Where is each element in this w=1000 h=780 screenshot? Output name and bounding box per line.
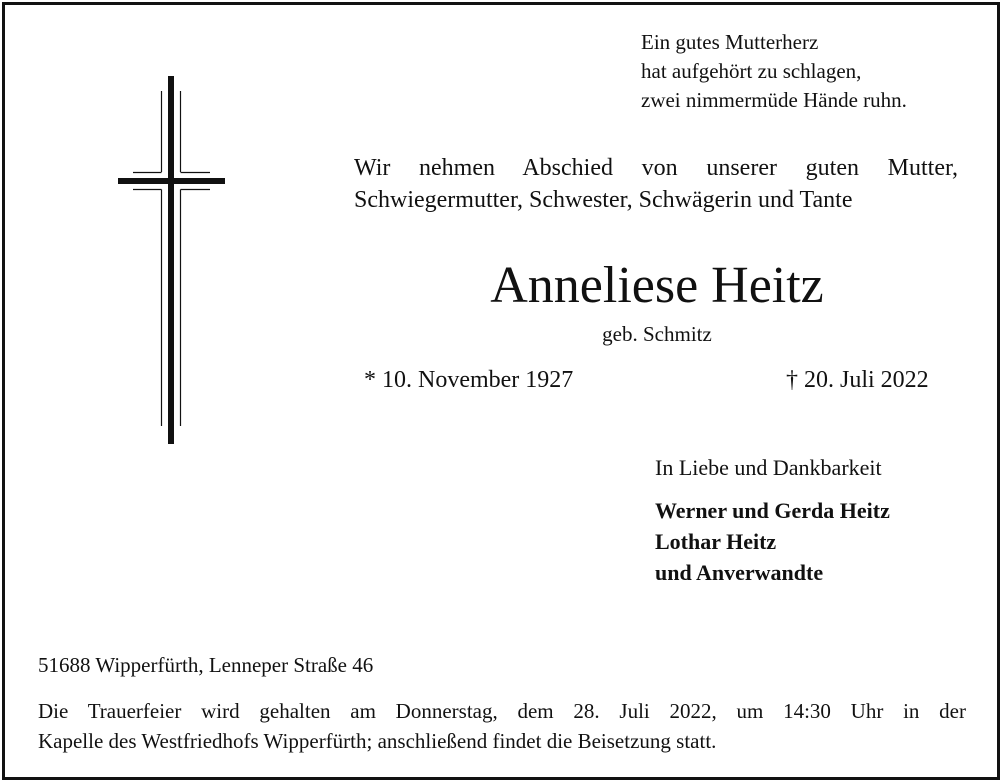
cross-icon <box>118 76 228 446</box>
address: 51688 Wipperfürth, Lenneper Straße 46 <box>38 653 374 677</box>
mourner-name: Werner und Gerda Heitz <box>655 498 890 523</box>
poem-line: Ein gutes Mutterherz <box>641 30 819 54</box>
mourner-name: und Anverwandte <box>655 560 824 585</box>
deceased-name: Anneliese Heitz <box>490 257 824 314</box>
farewell-line: Schwiegermutter, Schwester, Schwägerin und Tante <box>354 187 853 213</box>
farewell-text <box>354 152 958 216</box>
poem <box>641 28 907 115</box>
mourner-name: Lothar Heitz <box>655 529 777 554</box>
funeral-line: Kapelle des Westfriedhofs Wipperfürth; anschließend findet die Beisetzung statt. <box>38 729 717 753</box>
death-date: † 20. Juli 2022 <box>786 367 929 393</box>
closing-phrase: In Liebe und Dankbarkeit <box>655 455 882 480</box>
birth-date: * 10. November 1927 <box>364 367 574 393</box>
poem-line: zwei nimmermüde Hände ruhn. <box>641 88 907 112</box>
funeral-info <box>38 696 966 756</box>
funeral-line: Die Trauerfeier wird gehalten am Donnerstag, dem 28. Juli 2022, um 14:30 Uhr in der <box>38 699 966 723</box>
poem-line: hat aufgehört zu schlagen, <box>641 59 862 83</box>
maiden-name: geb. Schmitz <box>602 322 712 346</box>
mourner-list <box>655 495 890 588</box>
farewell-line: Wir nehmen Abschied von unserer guten Mutter, <box>354 155 958 181</box>
